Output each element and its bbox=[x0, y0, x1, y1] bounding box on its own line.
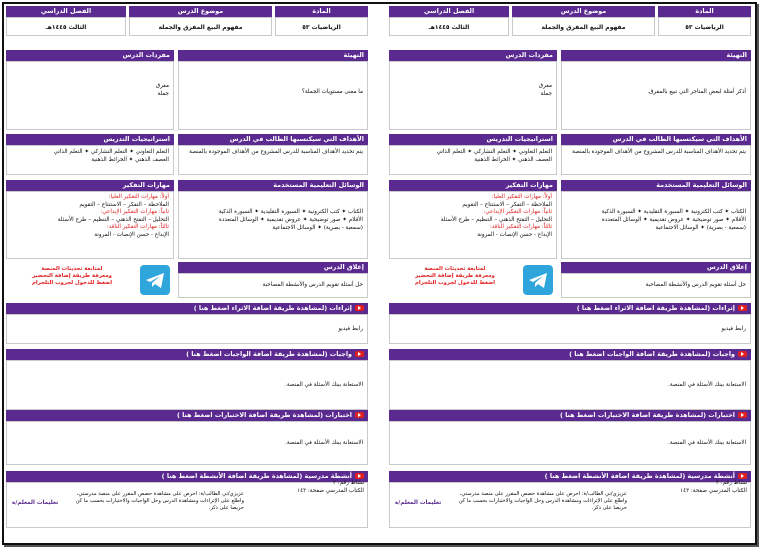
telegram-promo[interactable] bbox=[12, 266, 132, 287]
vocab-section bbox=[389, 50, 557, 130]
enrichment-header[interactable] bbox=[6, 303, 368, 314]
strategies-line: التعلم التعاوني ✦ التعلم التشاركي ✦ التعلم الذاتي bbox=[53, 149, 169, 155]
tools-line: (سمعية - بصرية) ✦ الوسائل الاجتماعية bbox=[655, 225, 746, 231]
thinking-title: مهارات التفكير bbox=[6, 180, 174, 191]
tests-section bbox=[6, 410, 368, 465]
youtube-icon[interactable] bbox=[355, 305, 364, 311]
thinking-text: التحليل – التفتح الذهني – التنظيم – طرح الأسئلة bbox=[440, 216, 552, 223]
promo-line: لمتابعة تحديثات المنصة bbox=[41, 266, 103, 272]
activity-number: نشاط رقم: ٣ bbox=[716, 480, 747, 486]
thinking-heading: ثالثاً: مهارات التفكير الناقد: bbox=[106, 224, 169, 231]
strategies-line: العصف الذهني ✦ الخرائط الذهنية bbox=[474, 157, 552, 163]
homework-section bbox=[6, 349, 368, 410]
homework-title[interactable]: واجبات (لمشاهدة طريقة اضافة الواجبات اضغط هنا ) bbox=[569, 350, 735, 358]
topic-label: موضوع الدرس bbox=[512, 6, 655, 17]
warmup-section bbox=[178, 50, 368, 130]
strategies-body bbox=[389, 145, 557, 175]
term-label: الفصل الدراسي bbox=[389, 6, 509, 17]
youtube-icon[interactable] bbox=[738, 305, 747, 311]
enrichment-section bbox=[6, 303, 368, 344]
activity-book-page: الكتاب المدرسي صفحة: ١٤٣ bbox=[297, 488, 364, 494]
enrichment-text: رابط فيديو bbox=[6, 314, 368, 344]
goals-title: الأهداف التي سيكتسبها الطالب في الدرس bbox=[178, 134, 368, 145]
topic-column bbox=[512, 6, 655, 36]
warmup-text: أذكر أمثلة لبعض المتاجر التي تبيع بالمفرق. bbox=[561, 61, 751, 130]
youtube-icon[interactable] bbox=[355, 412, 364, 418]
tools-body bbox=[178, 191, 368, 259]
activities-body bbox=[389, 482, 751, 528]
homework-title[interactable]: واجبات (لمشاهدة طريقة اضافة الواجبات اضغط هنا ) bbox=[186, 350, 352, 358]
subject-value: الرياضيات ٥٣ bbox=[275, 17, 368, 36]
telegram-icon[interactable] bbox=[523, 265, 553, 295]
vocab-title: مفردات الدرس bbox=[389, 50, 557, 61]
teacher-notes bbox=[70, 491, 244, 512]
goals-section bbox=[561, 134, 751, 175]
subject-label: المادة bbox=[658, 6, 751, 17]
lesson-header-table bbox=[389, 6, 751, 36]
teacher-notes bbox=[453, 491, 627, 512]
telegram-promo[interactable] bbox=[395, 266, 515, 287]
subject-column bbox=[658, 6, 751, 36]
thinking-heading: أولاً: مهارات التفكير العليا: bbox=[491, 194, 552, 200]
thinking-body bbox=[6, 191, 174, 259]
youtube-icon[interactable] bbox=[738, 351, 747, 357]
closing-section bbox=[178, 262, 368, 298]
telegram-icon[interactable] bbox=[140, 265, 170, 295]
strategies-section bbox=[6, 134, 174, 175]
strategies-body bbox=[6, 145, 174, 175]
vocab-list bbox=[389, 61, 557, 130]
subject-column bbox=[275, 6, 368, 36]
tools-body bbox=[561, 191, 751, 259]
enrichment-header[interactable] bbox=[389, 303, 751, 314]
tests-text: الاستعانة ببنك الأسئلة في المنصة. bbox=[389, 421, 751, 465]
thinking-heading: ثانياً: مهارات التفكير الإبداعي: bbox=[100, 209, 169, 216]
lesson-header-table bbox=[6, 6, 368, 36]
strategies-title: استراتيجيات التدريس bbox=[389, 134, 557, 145]
tests-title[interactable]: اختبارات (لمشاهدة طريقة اضافة الاختبارات اضغط هنا ) bbox=[559, 411, 735, 419]
subject-label: المادة bbox=[275, 6, 368, 17]
goals-text: يتم تحديد الأهداف المناسبة للدرس المشروح من الأهداف الموجودة بالمنصة bbox=[178, 145, 368, 175]
notes-line: عزيزي/تي الطالب/ة: احرص على مشاهدة حصص المقرر على منصة مدرستي، bbox=[459, 491, 627, 497]
thinking-text: التحليل – التفتح الذهني – التنظيم – طرح الأسئلة bbox=[57, 216, 169, 223]
warmup-section bbox=[561, 50, 751, 130]
homework-section bbox=[389, 349, 751, 410]
vocab-section bbox=[6, 50, 174, 130]
activity-info bbox=[637, 482, 747, 495]
thinking-text: الإبداع - حسن الإنصات - المرونة bbox=[477, 231, 552, 238]
promo-line: اضغط للدخول لجروب التلجرام bbox=[414, 280, 496, 286]
activities-section bbox=[6, 471, 368, 528]
vocab-item: جملة bbox=[157, 91, 169, 97]
vocab-item: مفرق bbox=[538, 83, 552, 89]
tests-header[interactable] bbox=[6, 410, 368, 421]
term-value: الثالث ١٤٤٥هـ bbox=[6, 17, 126, 36]
promo-line: اضغط للدخول لجروب التلجرام bbox=[31, 280, 113, 286]
closing-section bbox=[561, 262, 751, 298]
enrichment-text: رابط فيديو bbox=[389, 314, 751, 344]
promo-line: ومعرفة طريقة إضافة التحضير bbox=[32, 273, 112, 279]
activity-book-page: الكتاب المدرسي صفحة: ١٤٣ bbox=[680, 488, 747, 494]
notes-line: عزيزي/تي الطالب/ة: احرص على مشاهدة حصص المقرر على منصة مدرستي، bbox=[76, 491, 244, 497]
teacher-notes-label: تعليمات المعلم/ة bbox=[12, 500, 59, 506]
vocab-title: مفردات الدرس bbox=[6, 50, 174, 61]
enrichment-section bbox=[389, 303, 751, 344]
tools-title: الوسائل التعليمية المستخدمة bbox=[561, 180, 751, 191]
promo-line: لمتابعة تحديثات المنصة bbox=[424, 266, 486, 272]
tools-section bbox=[561, 180, 751, 259]
thinking-text: الإبداع - حسن الإنصات - المرونة bbox=[94, 231, 169, 238]
goals-title: الأهداف التي سيكتسبها الطالب في الدرس bbox=[561, 134, 751, 145]
homework-header[interactable] bbox=[389, 349, 751, 360]
strategies-line: التعلم التعاوني ✦ التعلم التشاركي ✦ التعلم الذاتي bbox=[436, 149, 552, 155]
lesson-page-right bbox=[389, 6, 751, 537]
tools-line: (سمعية - بصرية) ✦ الوسائل الاجتماعية bbox=[272, 225, 363, 231]
thinking-heading: أولاً: مهارات التفكير العليا: bbox=[108, 194, 169, 200]
activities-title[interactable]: أنشطة مدرسية (لمشاهدة طريقة اضافة الأنشطة اضغط هنا ) bbox=[544, 472, 735, 480]
closing-title: إغلاق الدرس bbox=[178, 262, 368, 273]
topic-label: موضوع الدرس bbox=[129, 6, 272, 17]
term-label: الفصل الدراسي bbox=[6, 6, 126, 17]
activities-section bbox=[389, 471, 751, 528]
notes-line: واطلع على الإثراءات ومشاهدة الدرس وحل الواجبات والاختبارات بحسب ما كن حريصا على ذكر. bbox=[75, 498, 244, 511]
topic-column bbox=[129, 6, 272, 36]
goals-section bbox=[178, 134, 368, 175]
youtube-icon[interactable] bbox=[355, 351, 364, 357]
warmup-text: ما معنى مستويات الجملة؟ bbox=[178, 61, 368, 130]
tools-line: الكتاب ✦ كتب الكترونية ✦ السبورة التقليدية ✦ السبورة الذكية bbox=[218, 209, 363, 215]
closing-text: حل أسئلة تقويم الدرس والأنشطة المصاحبة bbox=[561, 273, 751, 298]
goals-text: يتم تحديد الأهداف المناسبة للدرس المشروح من الأهداف الموجودة بالمنصة bbox=[561, 145, 751, 175]
strategies-line: العصف الذهني ✦ الخرائط الذهنية bbox=[91, 157, 169, 163]
homework-text: الاستعانة ببنك الأسئلة في المنصة. bbox=[389, 360, 751, 410]
closing-title: إغلاق الدرس bbox=[561, 262, 751, 273]
vocab-list bbox=[6, 61, 174, 130]
vocab-item: جملة bbox=[540, 91, 552, 97]
closing-text: حل أسئلة تقويم الدرس والأنشطة المصاحبة bbox=[178, 273, 368, 298]
tests-section bbox=[389, 410, 751, 465]
term-value: الثالث ١٤٤٥هـ bbox=[389, 17, 509, 36]
activity-info bbox=[254, 482, 364, 495]
thinking-section bbox=[389, 180, 557, 259]
activity-number: نشاط رقم: ٢ bbox=[333, 480, 364, 486]
term-column bbox=[389, 6, 509, 36]
enrichment-title[interactable]: إثراءات (لمشاهدة طريقة اضافة الاثراء اضغط هنا ) bbox=[576, 304, 735, 312]
term-column bbox=[6, 6, 126, 36]
homework-header[interactable] bbox=[6, 349, 368, 360]
tools-line: الكتاب ✦ كتب الكترونية ✦ السبورة التقليدية ✦ السبورة الذكية bbox=[601, 209, 746, 215]
thinking-text: الملاحظة – التفكر – الاستنتاج – التقويم bbox=[79, 201, 169, 208]
tools-line: الأقلام ✦ صور توضيحية ✦ عروض تقديمية ✦ الوسائل المتعددة bbox=[218, 217, 363, 223]
thinking-body bbox=[389, 191, 557, 259]
thinking-heading: ثالثاً: مهارات التفكير الناقد: bbox=[489, 224, 552, 231]
homework-text: الاستعانة ببنك الأسئلة في المنصة. bbox=[6, 360, 368, 410]
warmup-title: التهيئة bbox=[561, 50, 751, 61]
activities-body bbox=[6, 482, 368, 528]
tools-line: الأقلام ✦ صور توضيحية ✦ عروض تقديمية ✦ الوسائل المتعددة bbox=[601, 217, 746, 223]
promo-line: ومعرفة طريقة إضافة التحضير bbox=[415, 273, 495, 279]
teacher-notes-label: تعليمات المعلم/ة bbox=[395, 500, 442, 506]
subject-value: الرياضيات ٥٣ bbox=[658, 17, 751, 36]
topic-value: مفهوم البيع المفرق والجملة bbox=[129, 17, 272, 36]
tools-title: الوسائل التعليمية المستخدمة bbox=[178, 180, 368, 191]
tools-section bbox=[178, 180, 368, 259]
vocab-item: مفرق bbox=[155, 83, 169, 89]
strategies-title: استراتيجيات التدريس bbox=[6, 134, 174, 145]
thinking-heading: ثانياً: مهارات التفكير الإبداعي: bbox=[483, 209, 552, 216]
tests-title[interactable]: اختبارات (لمشاهدة طريقة اضافة الاختبارات اضغط هنا ) bbox=[176, 411, 352, 419]
youtube-icon[interactable] bbox=[738, 412, 747, 418]
thinking-section bbox=[6, 180, 174, 259]
activities-title[interactable]: أنشطة مدرسية (لمشاهدة طريقة اضافة الأنشطة اضغط هنا ) bbox=[161, 472, 352, 480]
topic-value: مفهوم البيع المفرق والجملة bbox=[512, 17, 655, 36]
tests-header[interactable] bbox=[389, 410, 751, 421]
notes-line: واطلع على الإثراءات ومشاهدة الدرس وحل الواجبات والاختبارات بحسب ما كن حريصا على ذكر. bbox=[458, 498, 627, 511]
enrichment-title[interactable]: إثراءات (لمشاهدة طريقة اضافة الاثراء اضغط هنا ) bbox=[193, 304, 352, 312]
warmup-title: التهيئة bbox=[178, 50, 368, 61]
lesson-page-left bbox=[6, 6, 368, 537]
thinking-title: مهارات التفكير bbox=[389, 180, 557, 191]
strategies-section bbox=[389, 134, 557, 175]
tests-text: الاستعانة ببنك الأسئلة في المنصة. bbox=[6, 421, 368, 465]
thinking-text: الملاحظة – التفكر – الاستنتاج – التقويم bbox=[462, 201, 552, 208]
